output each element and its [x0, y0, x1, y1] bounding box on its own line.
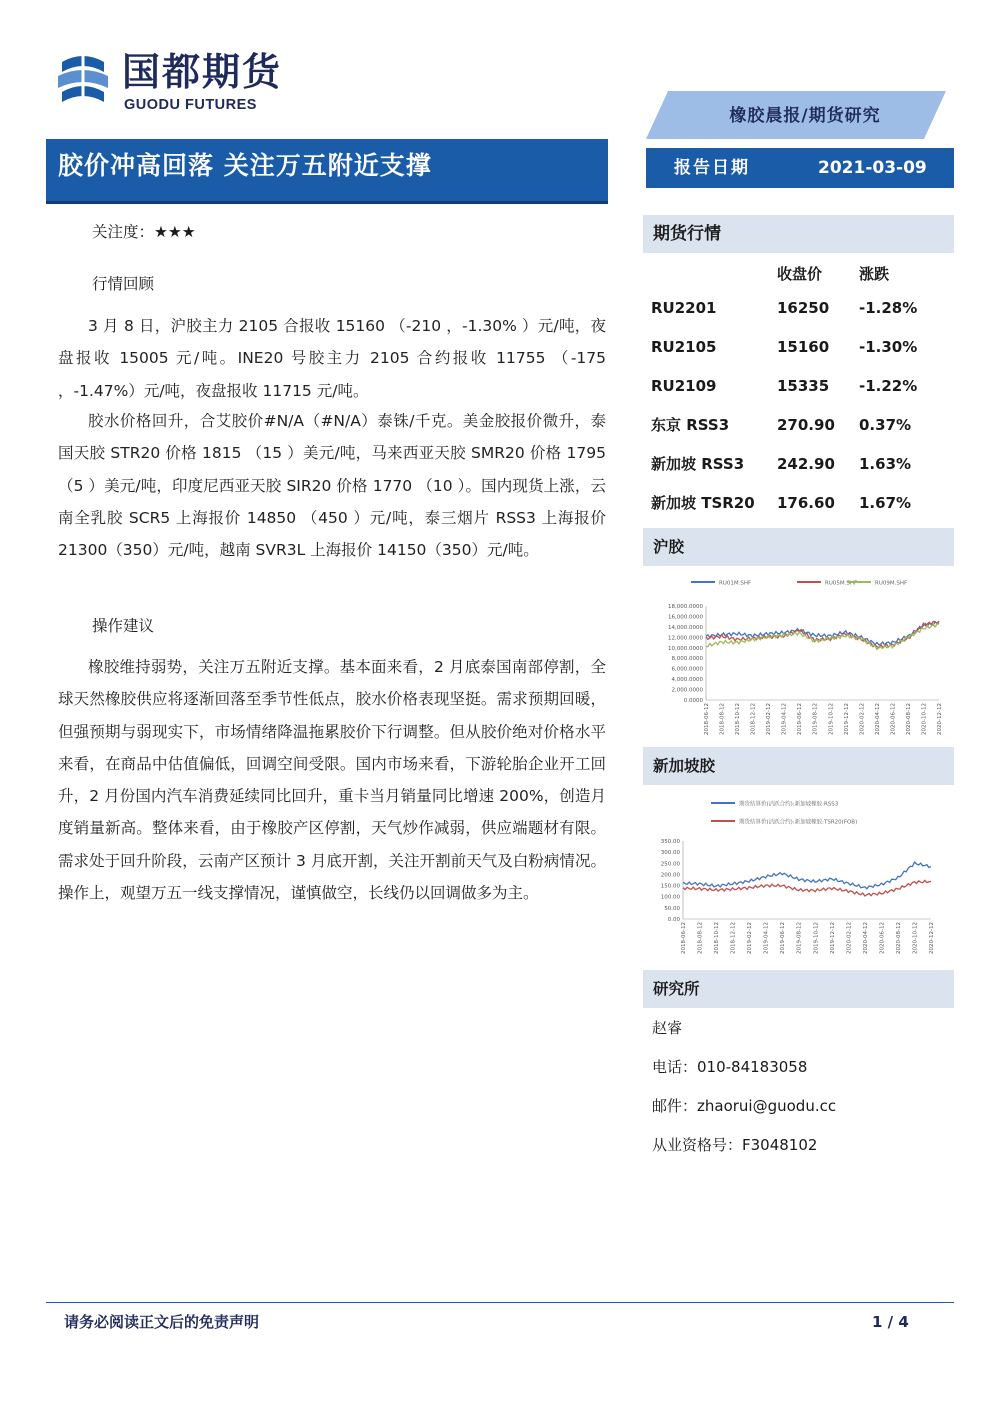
x-tick-label: 2020-10-12 [912, 922, 919, 954]
legend-label: RU01M.SHF [719, 580, 752, 587]
x-tick-label: 2020-12-12 [929, 922, 935, 954]
singapore-rubber-chart [643, 790, 954, 966]
legend-label: RU05M.SHF [825, 580, 858, 587]
title-underline [46, 201, 608, 204]
category-label: 橡胶晨报/期货研究 [729, 106, 881, 126]
quote-name: RU2109 [651, 376, 717, 395]
x-tick-label: 2020-02-12 [846, 922, 853, 954]
x-tick-label: 2020-02-12 [859, 703, 866, 735]
x-tick-label: 2019-06-12 [780, 922, 787, 954]
researcher-phone: 电话：010-84183058 [652, 1058, 808, 1076]
y-tick-label: 100.00 [660, 894, 680, 901]
x-tick-label: 2018-08-12 [719, 703, 726, 735]
table-header-blank [643, 258, 777, 288]
quote-name: 东京 RSS3 [651, 416, 730, 434]
quote-change: -1.28% [859, 298, 918, 317]
x-tick-label: 2018-08-12 [697, 922, 704, 954]
table-row [643, 483, 954, 522]
x-tick-label: 2020-04-12 [862, 922, 869, 954]
review-heading: 行情回顾 [92, 275, 155, 293]
researcher-name: 赵睿 [652, 1019, 683, 1037]
review-paragraph-1: 3 月 8 日，沪胶主力 2105 合报收 15160 （-210 ，-1.30% ）元/吨，夜盘报收 15005 元/吨。INE20 号胶主力 2105 合约报收 11755 （-175 ，-1.47%）元/吨，夜盘报收 11715 元/吨。 [58, 317, 606, 400]
x-tick-label: 2019-02-12 [766, 703, 773, 735]
quote-name: 新加坡 RSS3 [651, 455, 745, 473]
x-tick-label: 2019-12-12 [843, 703, 850, 735]
y-tick-label: 12,000.0000 [668, 635, 703, 642]
legend-label: 期货结算价(活跃合约):新加坡橡胶:RSS3 [739, 801, 839, 808]
logo-icon [52, 52, 114, 114]
x-tick-label: 2019-10-12 [813, 922, 820, 954]
x-tick-label: 2018-06-12 [704, 703, 710, 735]
y-tick-label: 150.00 [660, 883, 680, 890]
table-row [643, 327, 954, 366]
quote-name: 新加坡 TSR20 [651, 494, 755, 512]
quote-close: 16250 [777, 298, 830, 317]
report-date-value: 2021-03-09 [818, 158, 927, 178]
y-tick-label: 200.00 [660, 872, 680, 879]
table-header-row [643, 258, 954, 288]
x-tick-label: 2020-08-12 [905, 703, 912, 735]
series-line [683, 862, 931, 889]
brand-name-cn: 国都期货 [122, 50, 283, 94]
shanghai-rubber-heading: 沪胶 [643, 528, 954, 566]
x-tick-label: 2020-08-12 [895, 922, 902, 954]
x-tick-label: 2019-10-12 [828, 703, 835, 735]
y-tick-label: 6,000.0000 [671, 666, 703, 673]
y-tick-label: 4,000.0000 [671, 677, 703, 684]
x-tick-label: 2020-06-12 [890, 703, 897, 735]
x-tick-label: 2019-06-12 [797, 703, 804, 735]
y-tick-label: 18,000.0000 [668, 604, 703, 610]
legend-label: RU09M.SHF [875, 580, 908, 587]
institute-heading: 研究所 [643, 970, 954, 1008]
y-tick-label: 300.00 [660, 850, 680, 857]
quote-change: 1.67% [859, 493, 912, 512]
researcher-email: 邮件：zhaorui@guodu.cc [652, 1097, 837, 1115]
y-tick-label: 0.00 [667, 917, 680, 923]
quote-close: 15335 [777, 376, 830, 395]
footer-divider [46, 1302, 954, 1303]
y-tick-label: 2,000.0000 [671, 687, 703, 694]
x-tick-label: 2020-06-12 [879, 922, 886, 954]
x-tick-label: 2020-04-12 [874, 703, 881, 735]
quote-change: -1.30% [859, 337, 918, 356]
x-tick-label: 2019-02-12 [747, 922, 754, 954]
x-tick-label: 2019-04-12 [781, 703, 788, 735]
quote-close: 270.90 [777, 415, 835, 434]
y-tick-label: 50.00 [664, 905, 680, 912]
y-tick-label: 8,000.0000 [671, 656, 703, 663]
advice-paragraph: 橡胶维持弱势，关注万五附近支撑。基本面来看，2 月底泰国南部停割，全球天然橡胶供应将逐渐回落至季节性低点，胶水价格表现坚挺。需求预期回暖，但强预期与弱现实下，市场情绪降温拖累胶价下行调整。但从胶价绝对价格水平来看，在商品中估值偏低，回调空间受限。国内市场来看，下游轮胎企业开工回升，2 月份国内汽车消费延续同比回升，重卡当月销量同比增速 200%，创造月度销量新高。整体来看，由于橡胶产区停割，天气炒作减弱，供应端题材有限。需求处于回升阶段，云南产区预计 3 月底开割，关注开割前天气及白粉病情况。操作上，观望万五一线支撑情况，谨慎做空，长线仍以回调做多为主。 [58, 658, 606, 903]
y-tick-label: 350.00 [660, 839, 680, 845]
advice-heading: 操作建议 [92, 617, 155, 635]
singapore-rubber-heading: 新加坡胶 [643, 747, 954, 785]
quote-change: 1.63% [859, 454, 912, 473]
quote-close: 176.60 [777, 493, 835, 512]
page-number: 1 / 4 [872, 1313, 909, 1331]
quote-change: -1.22% [859, 376, 918, 395]
quotes-table [643, 258, 954, 522]
table-row [643, 366, 954, 405]
y-tick-label: 14,000.0000 [668, 624, 703, 631]
x-tick-label: 2018-10-12 [714, 922, 721, 954]
y-tick-label: 16,000.0000 [668, 614, 703, 621]
x-tick-label: 2019-04-12 [763, 922, 770, 954]
y-tick-label: 0.0000 [683, 698, 703, 704]
report-date-label: 报告日期 [674, 158, 750, 178]
attention-rating: 关注度：★★★ [92, 223, 196, 241]
x-tick-label: 2019-12-12 [829, 922, 836, 954]
x-tick-label: 2019-08-12 [796, 922, 803, 954]
researcher-certificate: 从业资格号：F3048102 [652, 1136, 818, 1154]
table-row [643, 444, 954, 483]
quote-change: 0.37% [859, 415, 912, 434]
series-line [683, 880, 931, 896]
legend-label: 期货结算价(活跃合约):新加坡橡胶:TSR20(FOB) [739, 819, 858, 826]
quote-name: RU2105 [651, 337, 717, 356]
x-tick-label: 2020-12-12 [937, 703, 943, 735]
report-title: 胶价冲高回落 关注万五附近支撑 [58, 151, 432, 180]
y-tick-label: 10,000.0000 [668, 645, 703, 652]
x-tick-label: 2018-12-12 [730, 922, 737, 954]
table-header-close: 收盘价 [777, 264, 823, 283]
table-header-change: 涨跌 [859, 264, 890, 283]
quote-close: 15160 [777, 337, 830, 356]
brand-name-en: GUODU FUTURES [124, 97, 257, 113]
x-tick-label: 2018-12-12 [750, 703, 757, 735]
footer-disclaimer: 请务必阅读正文后的免责声明 [64, 1313, 260, 1331]
x-tick-label: 2018-06-12 [681, 922, 687, 954]
shanghai-rubber-chart [643, 572, 954, 744]
table-row [643, 405, 954, 444]
x-tick-label: 2018-10-12 [735, 703, 742, 735]
futures-quotes-heading: 期货行情 [643, 215, 954, 253]
y-tick-label: 250.00 [660, 861, 680, 868]
quote-name: RU2201 [651, 298, 717, 317]
x-tick-label: 2019-08-12 [812, 703, 819, 735]
review-paragraph-2: 胶水价格回升，合艾胶价#N/A（#N/A）泰铢/千克。美金胶报价微升，泰国天胶 STR20 价格 1815 （15 ）美元/吨，马来西亚天胶 SMR20 价格 1795 （5 ）美元/吨，印度尼西亚天胶 SIR20 价格 1770 （10 ）。国内现货上涨，云南全乳胶 SCR5 上海报价 14850 （450 ）元/吨，泰三烟片 RSS3 上海报价 21300（350）元/吨，越南 SVR3L 上海报价 14150（350）元/吨。 [58, 412, 606, 560]
x-tick-label: 2020-10-12 [921, 703, 928, 735]
table-row [643, 288, 954, 327]
quote-close: 242.90 [777, 454, 835, 473]
